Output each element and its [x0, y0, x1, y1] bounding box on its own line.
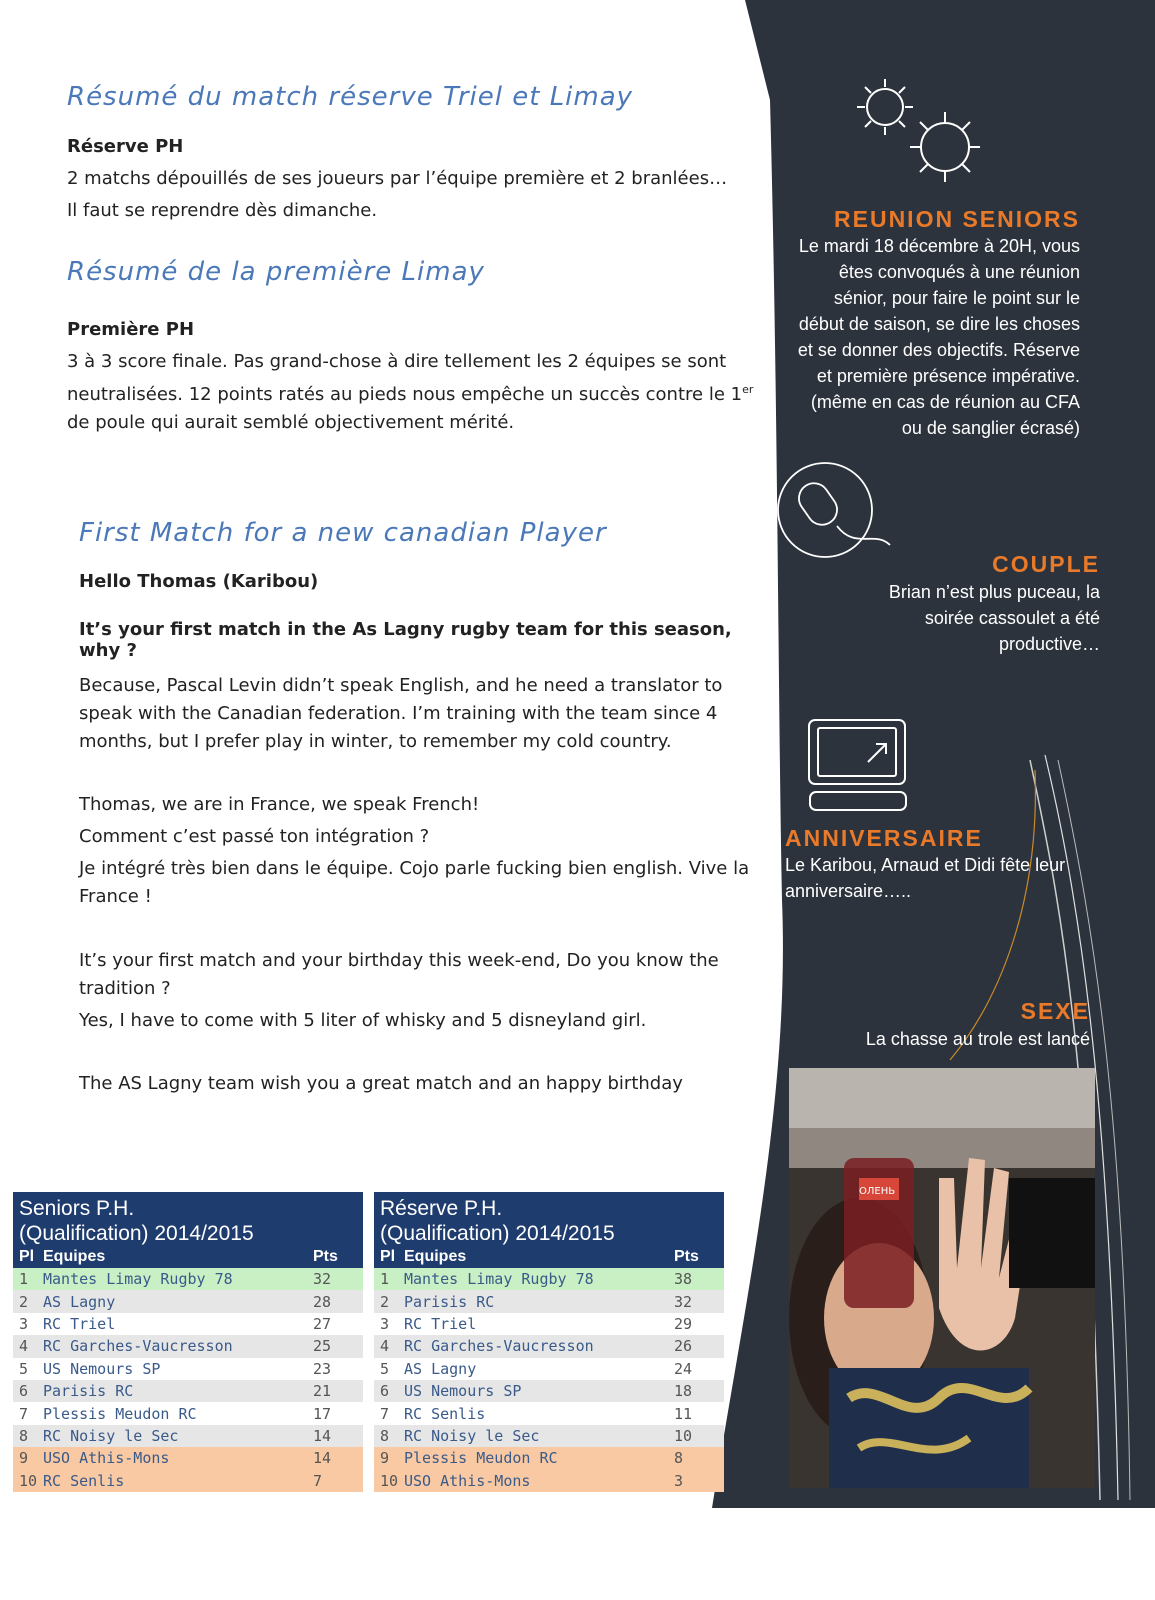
- table-row: [13, 1268, 363, 1290]
- rank-cell: 10: [13, 1470, 37, 1492]
- table-row: [13, 1313, 363, 1335]
- seniors-table-title-1: Seniors P.H.: [19, 1197, 135, 1220]
- points-cell: 32: [307, 1268, 363, 1290]
- rank-cell: 8: [374, 1425, 398, 1447]
- table-row: [374, 1402, 724, 1424]
- rank-cell: 2: [374, 1290, 398, 1312]
- premiere-body: [67, 348, 762, 437]
- rank-cell: 5: [13, 1358, 37, 1380]
- rank-cell: 6: [13, 1380, 37, 1402]
- team-cell: Parisis RC: [37, 1380, 307, 1402]
- points-cell: 26: [668, 1335, 724, 1357]
- reserve-col-team: Equipes: [404, 1248, 467, 1265]
- seniors-col-pl: Pl: [19, 1248, 35, 1265]
- table-row: [13, 1470, 363, 1492]
- points-cell: 21: [307, 1380, 363, 1402]
- rank-cell: 10: [374, 1470, 398, 1492]
- seniors-table-body: [13, 1268, 363, 1492]
- premiere-body-part-1: 3 à 3 score finale. Pas grand-chose à dire tellement les 2 équipes se sont neutralisées. 12 points ratés au pieds nous empêche un succès contre le 1: [67, 351, 743, 405]
- seniors-ranking-table: [13, 1192, 363, 1492]
- interview-question-1: It’s your first match in the As Lagny rugby team for this season, why ?: [79, 619, 732, 661]
- interview-answer-3: Yes, I have to come with 5 liter of whisky and 5 disneyland girl.: [79, 1010, 647, 1031]
- reserve-table-title-2: (Qualification) 2014/2015: [380, 1222, 615, 1245]
- reunion-title: REUNION SENIORS: [834, 206, 1080, 232]
- points-cell: 10: [668, 1425, 724, 1447]
- points-cell: 32: [668, 1290, 724, 1312]
- rank-cell: 8: [13, 1425, 37, 1447]
- rank-cell: 1: [374, 1268, 398, 1290]
- couple-text: Brian n’est plus puceau, la soirée cassoulet a été productive…: [888, 582, 1100, 654]
- table-row: [374, 1380, 724, 1402]
- points-cell: 7: [307, 1470, 363, 1492]
- premiere-subtitle: Première PH: [67, 319, 195, 340]
- points-cell: 11: [668, 1402, 724, 1424]
- table-row: [374, 1268, 724, 1290]
- interview-title: First Match for a new canadian Player: [79, 518, 607, 548]
- reserve-ranking-table: [374, 1192, 724, 1492]
- team-cell: USO Athis-Mons: [398, 1470, 668, 1492]
- points-cell: 18: [668, 1380, 724, 1402]
- table-row: [13, 1358, 363, 1380]
- table-row: [13, 1335, 363, 1357]
- team-cell: RC Senlis: [37, 1470, 307, 1492]
- points-cell: 24: [668, 1358, 724, 1380]
- rank-cell: 9: [374, 1447, 398, 1469]
- rank-cell: 2: [13, 1290, 37, 1312]
- reserve-line-2: Il faut se reprendre dès dimanche.: [67, 200, 378, 221]
- points-cell: 17: [307, 1402, 363, 1424]
- team-cell: RC Garches-Vaucresson: [398, 1335, 668, 1357]
- team-cell: Mantes Limay Rugby 78: [37, 1268, 307, 1290]
- seniors-col-team: Equipes: [43, 1248, 106, 1265]
- table-row: [374, 1470, 724, 1492]
- team-cell: RC Triel: [398, 1313, 668, 1335]
- rank-cell: 3: [13, 1313, 37, 1335]
- rank-cell: 9: [13, 1447, 37, 1469]
- interview-greeting: Hello Thomas (Karibou): [79, 571, 319, 592]
- points-cell: 29: [668, 1313, 724, 1335]
- rank-cell: 4: [13, 1335, 37, 1357]
- rank-cell: 5: [374, 1358, 398, 1380]
- table-row: [13, 1425, 363, 1447]
- anniversaire-text: Le Karibou, Arnaud et Didi fête leur anniversaire…..: [785, 855, 1066, 901]
- reunion-text: Le mardi 18 décembre à 20H, vous êtes convoqués à une réunion sénior, pour faire le point sur le début de saison, se dire les choses et se donner des objectifs. Réserve et première présence impérative. (même en cas de réunion au CFA ou de sanglier écrasé): [797, 236, 1080, 438]
- table-row: [13, 1402, 363, 1424]
- team-cell: Plessis Meudon RC: [37, 1402, 307, 1424]
- photo-label: ОЛЕНЬ: [859, 1186, 896, 1197]
- rank-cell: 1: [13, 1268, 37, 1290]
- team-cell: RC Senlis: [398, 1402, 668, 1424]
- team-cell: USO Athis-Mons: [37, 1447, 307, 1469]
- points-cell: 23: [307, 1358, 363, 1380]
- team-cell: RC Noisy le Sec: [37, 1425, 307, 1447]
- reserve-col-pl: Pl: [380, 1248, 396, 1265]
- table-row: [13, 1290, 363, 1312]
- interview-question-3: It’s your first match and your birthday this week-end, Do you know the tradition ?: [79, 950, 719, 999]
- rank-cell: 6: [374, 1380, 398, 1402]
- team-cell: US Nemours SP: [37, 1358, 307, 1380]
- team-cell: Plessis Meudon RC: [398, 1447, 668, 1469]
- gears-icon: [850, 72, 995, 192]
- team-cell: Parisis RC: [398, 1290, 668, 1312]
- seniors-col-pts: Pts: [313, 1248, 338, 1265]
- premiere-body-sup: er: [742, 383, 754, 396]
- table-row: [374, 1358, 724, 1380]
- reserve-table-body: [374, 1268, 724, 1492]
- interview-answer-1: Because, Pascal Levin didn’t speak English, and he need a translator to speak with the Canadian federation. I’m training with the team since 4 months, but I prefer play in winter, to remember my cold country.: [79, 675, 723, 752]
- premiere-body-part-2: de poule qui aurait semblé objectivement mérité.: [67, 412, 515, 433]
- couple-title: COUPLE: [992, 551, 1100, 577]
- points-cell: 3: [668, 1470, 724, 1492]
- mouse-icon: [775, 460, 895, 560]
- rank-cell: 4: [374, 1335, 398, 1357]
- table-row: [374, 1447, 724, 1469]
- reserve-subtitle: Réserve PH: [67, 136, 184, 157]
- points-cell: 14: [307, 1425, 363, 1447]
- premiere-title: Résumé de la première Limay: [67, 257, 485, 287]
- table-row: [13, 1380, 363, 1402]
- rank-cell: 7: [374, 1402, 398, 1424]
- reserve-table-title-1: Réserve P.H.: [380, 1197, 503, 1220]
- points-cell: 8: [668, 1447, 724, 1469]
- points-cell: 25: [307, 1335, 363, 1357]
- seniors-table-title-2: (Qualification) 2014/2015: [19, 1222, 254, 1245]
- interview-line-2-2: Comment c’est passé ton intégration ?: [79, 826, 430, 847]
- points-cell: 27: [307, 1313, 363, 1335]
- table-row: [13, 1447, 363, 1469]
- reserve-col-pts: Pts: [674, 1248, 699, 1265]
- reserve-line-1: 2 matchs dépouillés de ses joueurs par l’équipe première et 2 branlées…: [67, 168, 728, 189]
- sexe-title: SEXE: [1020, 998, 1090, 1024]
- table-row: [374, 1335, 724, 1357]
- team-cell: Mantes Limay Rugby 78: [398, 1268, 668, 1290]
- team-cell: US Nemours SP: [398, 1380, 668, 1402]
- interview-closing: The AS Lagny team wish you a great match and an happy birthday: [79, 1073, 683, 1094]
- team-cell: AS Lagny: [37, 1290, 307, 1312]
- computer-icon: [806, 716, 910, 816]
- points-cell: 14: [307, 1447, 363, 1469]
- points-cell: 38: [668, 1268, 724, 1290]
- team-cell: RC Noisy le Sec: [398, 1425, 668, 1447]
- points-cell: 28: [307, 1290, 363, 1312]
- interview-line-2-3: Je intégré très bien dans le équipe. Cojo parle fucking bien english. Vive la France !: [79, 858, 750, 907]
- anniversaire-title: ANNIVERSAIRE: [785, 825, 983, 851]
- table-row: [374, 1290, 724, 1312]
- interview-line-2-1: Thomas, we are in France, we speak French!: [79, 794, 480, 815]
- reserve-title: Résumé du match réserve Triel et Limay: [67, 82, 634, 112]
- party-photo: [789, 1068, 1095, 1488]
- rank-cell: 7: [13, 1402, 37, 1424]
- team-cell: RC Triel: [37, 1313, 307, 1335]
- team-cell: AS Lagny: [398, 1358, 668, 1380]
- table-row: [374, 1313, 724, 1335]
- team-cell: RC Garches-Vaucresson: [37, 1335, 307, 1357]
- table-row: [374, 1425, 724, 1447]
- rank-cell: 3: [374, 1313, 398, 1335]
- sexe-text: La chasse au trole est lancé: [865, 1029, 1090, 1049]
